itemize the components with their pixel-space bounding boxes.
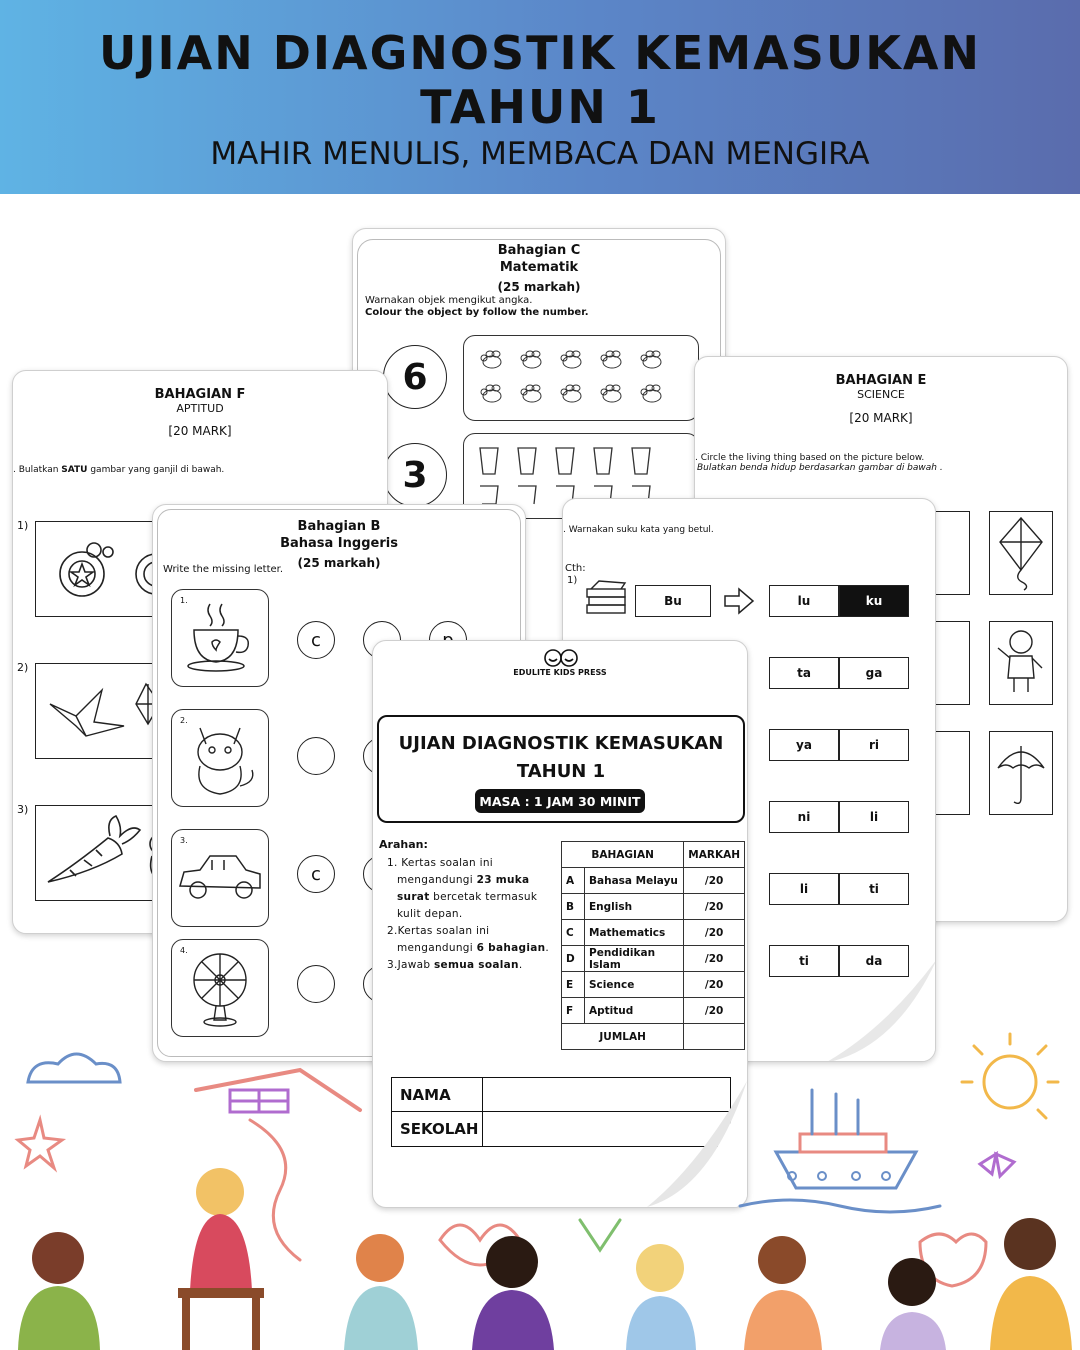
page-a-instruction: . Warnakan suku kata yang betul.	[563, 525, 714, 535]
marks-row-c: C Mathematics /20	[562, 920, 745, 946]
syllable-row1-a: ta	[769, 657, 839, 689]
letter-circle-4a	[297, 965, 335, 1003]
page-a-example-num: 1)	[567, 575, 578, 586]
syllable-row3-a: ni	[769, 801, 839, 833]
item-1-number: 1.	[180, 596, 188, 605]
picture-cup	[171, 589, 269, 687]
page-c-marks: (25 markah)	[497, 280, 581, 294]
bee-group-box	[463, 335, 699, 421]
marks-row-b: B English /20	[562, 894, 745, 920]
letter-circle-3a: c	[297, 855, 335, 893]
kite-icon	[990, 512, 1052, 594]
page-f-subject: APTITUD	[176, 402, 224, 415]
syllable-row2-b: ri	[839, 729, 909, 761]
arrow-right-icon	[723, 587, 755, 615]
picture-cat	[171, 709, 269, 807]
bee-icons	[464, 336, 698, 420]
page-b-subject: Bahasa Inggeris	[280, 536, 398, 551]
instruction-2: 2.Kertas soalan ini mengandungi 6 bahagian.	[387, 925, 550, 954]
books-icon	[585, 579, 629, 619]
page-e-marks: [20 MARK]	[849, 411, 913, 425]
picture-car	[171, 829, 269, 927]
item-3-number: 3.	[180, 836, 188, 845]
marks-row-total: JUMLAH	[562, 1024, 745, 1050]
letter-circle-1a: c	[297, 621, 335, 659]
example-option-2-coloured: ku	[839, 585, 909, 617]
school-label: SEKOLAH	[400, 1120, 479, 1138]
science-cell-boy	[989, 621, 1053, 705]
page-c-instruction-en: Colour the object by follow the number.	[365, 307, 589, 318]
page-c-title: Bahagian C	[497, 243, 581, 258]
children-drawing-illustration	[0, 1030, 1080, 1350]
children-figures	[18, 1168, 1072, 1350]
arahan-label: Arahan:	[379, 838, 428, 851]
marks-row-e: E Science /20	[562, 972, 745, 998]
header-markah: MARKAH	[684, 842, 745, 868]
header-bahagian: BAHAGIAN	[562, 842, 684, 868]
instructions-list	[387, 855, 563, 974]
page-f-instruction: . Bulatkan SATU gambar yang ganjil di bawah.	[13, 465, 225, 475]
page-f-item-1: 1)	[17, 519, 29, 532]
page-e-instruction-en: . Circle the living thing based on the picture below.	[695, 453, 925, 463]
picture-fan	[171, 939, 269, 1037]
page-f-item-3: 3)	[17, 803, 29, 816]
boy-icon	[990, 622, 1052, 704]
number-circle-3: 3	[383, 443, 447, 507]
syllable-row4-a: li	[769, 873, 839, 905]
example-word-box: Bu	[635, 585, 711, 617]
marks-row-f: F Aptitud /20	[562, 998, 745, 1024]
duration-badge: MASA : 1 JAM 30 MINIT	[475, 789, 645, 813]
letter-circle-2a	[297, 737, 335, 775]
page-c-subject: Matematik	[499, 260, 579, 275]
page-b-instruction: Write the missing letter.	[163, 564, 284, 575]
umbrella-icon	[990, 732, 1052, 814]
header-subtitle: MAHIR MENULIS, MEMBACA DAN MENGIRA	[210, 136, 870, 172]
number-circle-6: 6	[383, 345, 447, 409]
syllable-row1-b: ga	[839, 657, 909, 689]
science-cell-kite	[989, 511, 1053, 595]
page-b-title: Bahagian B	[297, 519, 381, 534]
cover-title-line2: TAHUN 1	[516, 761, 606, 782]
science-cell-umbrella	[989, 731, 1053, 815]
page-a-example-label: Cth:	[565, 563, 586, 574]
page-e-subject: SCIENCE	[857, 388, 905, 401]
marks-row-d: D Pendidikan Islam /20	[562, 946, 745, 972]
syllable-row5-a: ti	[769, 945, 839, 977]
science-cell-balloon	[935, 621, 970, 705]
item-2-number: 2.	[180, 716, 188, 725]
instruction-3: 3.Jawab semua soalan.	[387, 959, 523, 971]
page-f-item-2: 2)	[17, 661, 29, 674]
name-label: NAMA	[400, 1086, 451, 1104]
science-cell-fish	[935, 511, 970, 595]
syllable-row5-b: da	[839, 945, 909, 977]
instruction-1: 1. Kertas soalan ini mengandungi 23 muka surat bercetak termasuk kulit depan.	[387, 857, 538, 920]
marks-table-header	[562, 842, 745, 868]
page-f-marks: [20 MARK]	[168, 424, 232, 438]
science-cell-butterfly	[935, 731, 970, 815]
example-option-1: lu	[769, 585, 839, 617]
cover-title-line1: UJIAN DIAGNOSTIK KEMASUKAN	[398, 733, 724, 754]
header-banner	[0, 0, 1080, 194]
syllable-row3-b: li	[839, 801, 909, 833]
page-e-title: BAHAGIAN E	[835, 373, 927, 388]
cover-title-box	[377, 715, 745, 823]
syllable-row4-b: ti	[839, 873, 909, 905]
syllable-row2-a: ya	[769, 729, 839, 761]
page-e-instruction-ms: Bulatkan benda hidup berdasarkan gambar di bawah .	[697, 463, 943, 473]
marks-table	[561, 841, 745, 1050]
page-b-marks: (25 markah)	[297, 556, 381, 570]
publisher-name: EDULITE KIDS PRESS	[513, 668, 607, 677]
item-4-number: 4.	[180, 946, 188, 955]
header-title-line1: UJIAN DIAGNOSTIK KEMASUKAN	[99, 26, 981, 80]
page-f-title: BAHAGIAN F	[154, 387, 246, 402]
page-c-instruction-ms: Warnakan objek mengikut angka.	[365, 295, 533, 306]
marks-row-a: A Bahasa Melayu /20	[562, 868, 745, 894]
header-title-line2: TAHUN 1	[420, 80, 660, 134]
publisher-logo-icon	[541, 647, 581, 669]
